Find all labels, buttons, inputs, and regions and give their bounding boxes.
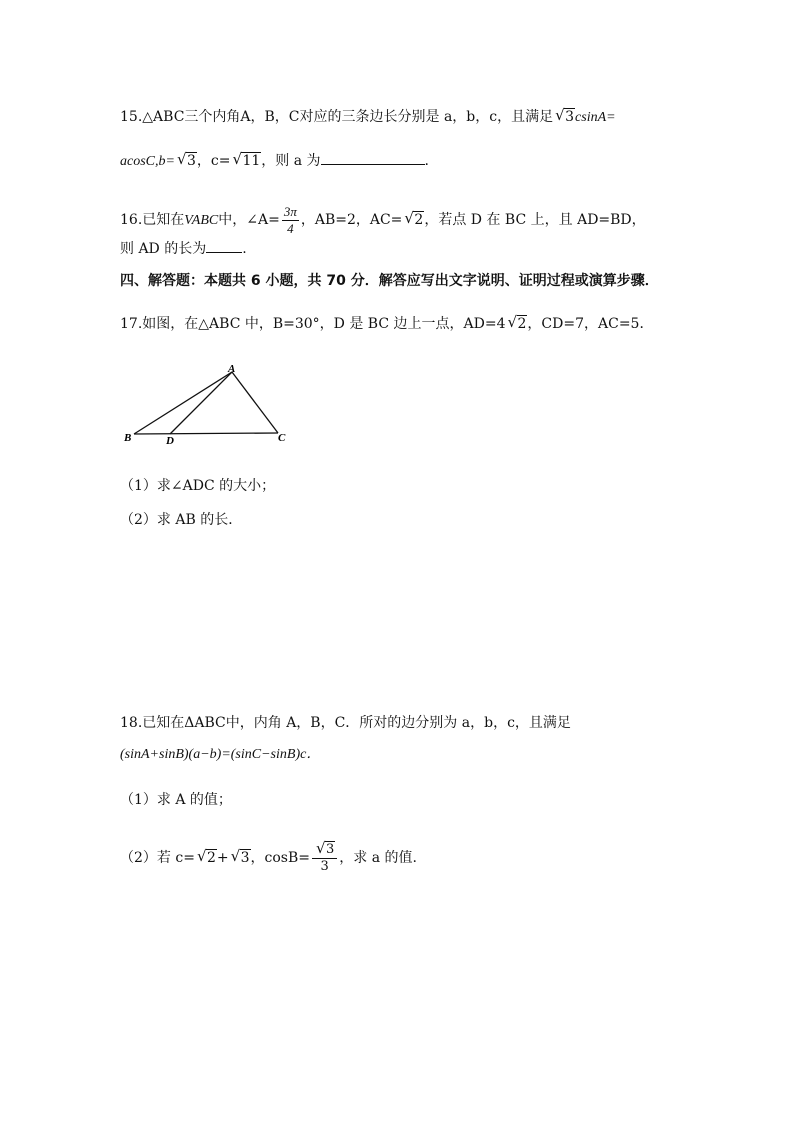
q18-part2-end: ，求 a 的值. xyxy=(339,850,417,866)
q15-answer-blank[interactable] xyxy=(321,150,425,165)
label-A: A xyxy=(228,363,236,375)
q18-c-sqrt3: √ 3 xyxy=(231,838,251,878)
q16-start: 16.已知在 xyxy=(120,212,185,228)
q15-text: 15.△ABC三个内角A，B，C对应的三条边长分别是 a，b，c，且满足 xyxy=(120,109,554,125)
q16-end: ，若点 D 在 BC 上，且 AD=BD， xyxy=(424,212,646,228)
q18-cos-frac: √ $\frac{3}{3}$ xyxy=(312,842,337,875)
q15-line1 xyxy=(120,107,616,128)
q16-line2 xyxy=(120,238,247,259)
label-B: B xyxy=(124,432,132,444)
q16-mid: 中，∠A= xyxy=(218,212,280,228)
q15-acos: acosC,b= xyxy=(120,154,175,169)
q18-cos-label: ，cosB= xyxy=(250,850,310,866)
q16-ab: ，AB=2，AC= xyxy=(300,212,403,228)
q17-line1 xyxy=(120,314,653,334)
q18-c-sqrt2: √ 2 xyxy=(197,838,217,878)
q17-part2: （2）求 AB 的长． xyxy=(120,512,243,528)
q15-c-sqrt: √ 11 xyxy=(232,151,261,171)
q15-line2 xyxy=(120,150,429,172)
q17-text: 17.如图，在△ABC 中，B=30°，D 是 BC 边上一点，AD=4 xyxy=(120,316,506,332)
q15-eq: csinA= xyxy=(575,110,616,125)
q15-c-label: ，c= xyxy=(196,153,231,169)
q16-answer-blank[interactable] xyxy=(206,238,242,253)
label-C: C xyxy=(278,432,286,444)
q17-text-end: ，CD=7，AC=5． xyxy=(527,316,654,332)
q16-angle-frac: $\frac{3\pi}{4}$ xyxy=(283,203,297,236)
q16-triangle: VABC xyxy=(184,213,219,228)
q15-period: . xyxy=(424,153,429,169)
q17-part1: （1）求∠ADC 的大小； xyxy=(120,478,276,494)
q15-b-sqrt: √ 3 xyxy=(177,151,197,171)
q17-triangle-diagram xyxy=(118,362,298,448)
q15-ask: ，则 a 为 xyxy=(261,153,321,169)
q16-line1 xyxy=(120,203,646,238)
q18-part2-start: （2）若 c= xyxy=(120,850,195,866)
q15-sqrt: √ 3 xyxy=(555,107,575,127)
q16-ask: 则 AD 的长为 xyxy=(120,241,207,257)
q18-condition: (sinA+sinB)(a−b)=(sinC−sinB)c． xyxy=(120,747,321,762)
section-4-header: 四、解答题：本题共 6 小题，共 70 分．解答应写出文字说明、证明过程或演算步骤． xyxy=(120,273,659,289)
q18-part1: （1）求 A 的值； xyxy=(120,792,232,808)
label-D: D xyxy=(166,435,174,447)
q16-ac-sqrt: √ 2 xyxy=(404,203,424,237)
q18-plus: + xyxy=(216,850,229,866)
q18-part2 xyxy=(120,838,417,878)
q16-period: . xyxy=(242,241,247,257)
q18-line1: 18.已知在ΔABC中，内角 A，B，C．所对的边分别为 a，b，c，且满足 xyxy=(120,715,571,731)
q17-ad-sqrt: √ 2 xyxy=(508,314,528,334)
